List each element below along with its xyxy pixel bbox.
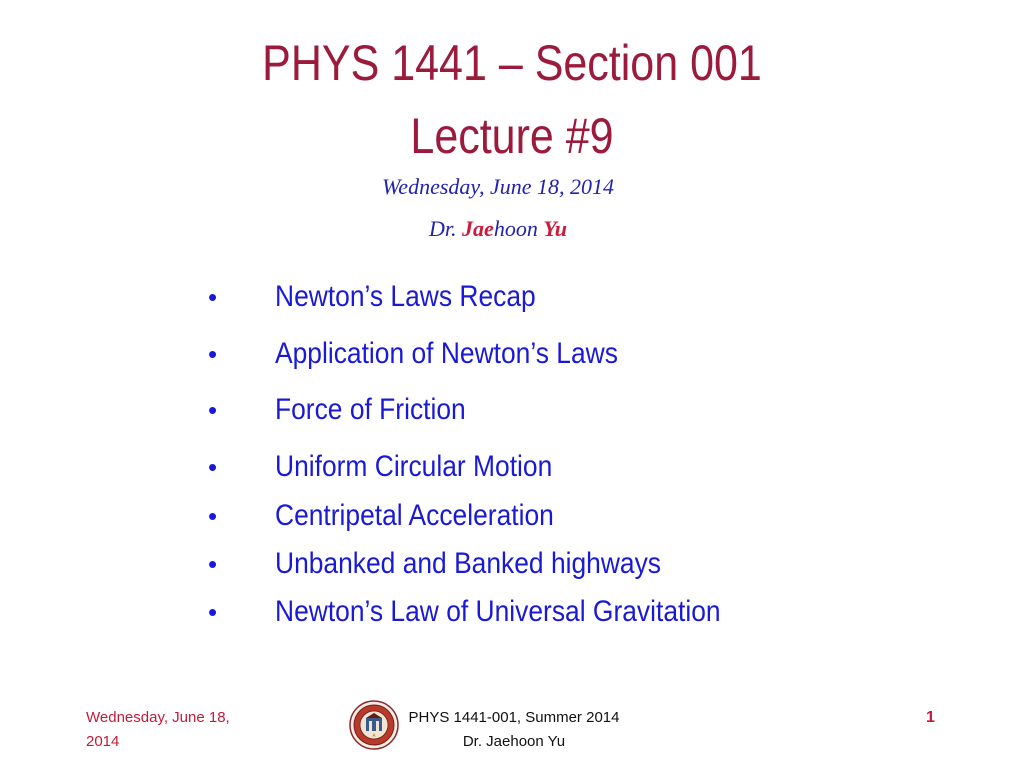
footer-course-line-1: PHYS 1441-001, Summer 2014 bbox=[408, 709, 620, 726]
list-item-text: Unbanked and Banked highways bbox=[275, 547, 662, 580]
bullet-icon: • bbox=[208, 282, 218, 312]
footer-date bbox=[86, 706, 266, 754]
lecturer-prefix: Dr. bbox=[429, 216, 463, 241]
slide-title-line-2: Lecture #9 bbox=[410, 108, 614, 164]
bullet-icon: • bbox=[208, 597, 218, 627]
list-item-text: Uniform Circular Motion bbox=[275, 450, 553, 483]
bullet-icon: • bbox=[208, 452, 218, 482]
bullet-icon: • bbox=[208, 339, 218, 369]
list-item-text: Force of Friction bbox=[275, 393, 466, 426]
list-item-text: Application of Newton’s Laws bbox=[275, 337, 618, 370]
lecturer-first-rest: hoon bbox=[493, 216, 544, 241]
lecturer-name bbox=[0, 216, 1010, 242]
page-number: 1 bbox=[926, 709, 935, 726]
bullet-icon: • bbox=[208, 395, 218, 425]
footer-course-info bbox=[384, 706, 644, 754]
footer-date-line-1: Wednesday, June 18, bbox=[86, 709, 230, 726]
lecturer-first-highlight: Jae bbox=[462, 216, 494, 241]
list-item-text: Centripetal Acceleration bbox=[275, 499, 554, 532]
footer-course-line-2: Dr. Jaehoon Yu bbox=[462, 733, 566, 750]
footer-date-line-2: 2014 bbox=[86, 733, 120, 750]
bullet-icon: • bbox=[208, 501, 218, 531]
bullet-icon: • bbox=[208, 549, 218, 579]
lecture-date: Wednesday, June 18, 2014 bbox=[382, 174, 614, 199]
list-item-text: Newton’s Laws Recap bbox=[275, 280, 536, 313]
list-item-text: Newton’s Law of Universal Gravitation bbox=[275, 595, 721, 628]
lecturer-last-name: Yu bbox=[543, 216, 567, 241]
slide-title-line-1: PHYS 1441 – Section 001 bbox=[262, 35, 762, 91]
